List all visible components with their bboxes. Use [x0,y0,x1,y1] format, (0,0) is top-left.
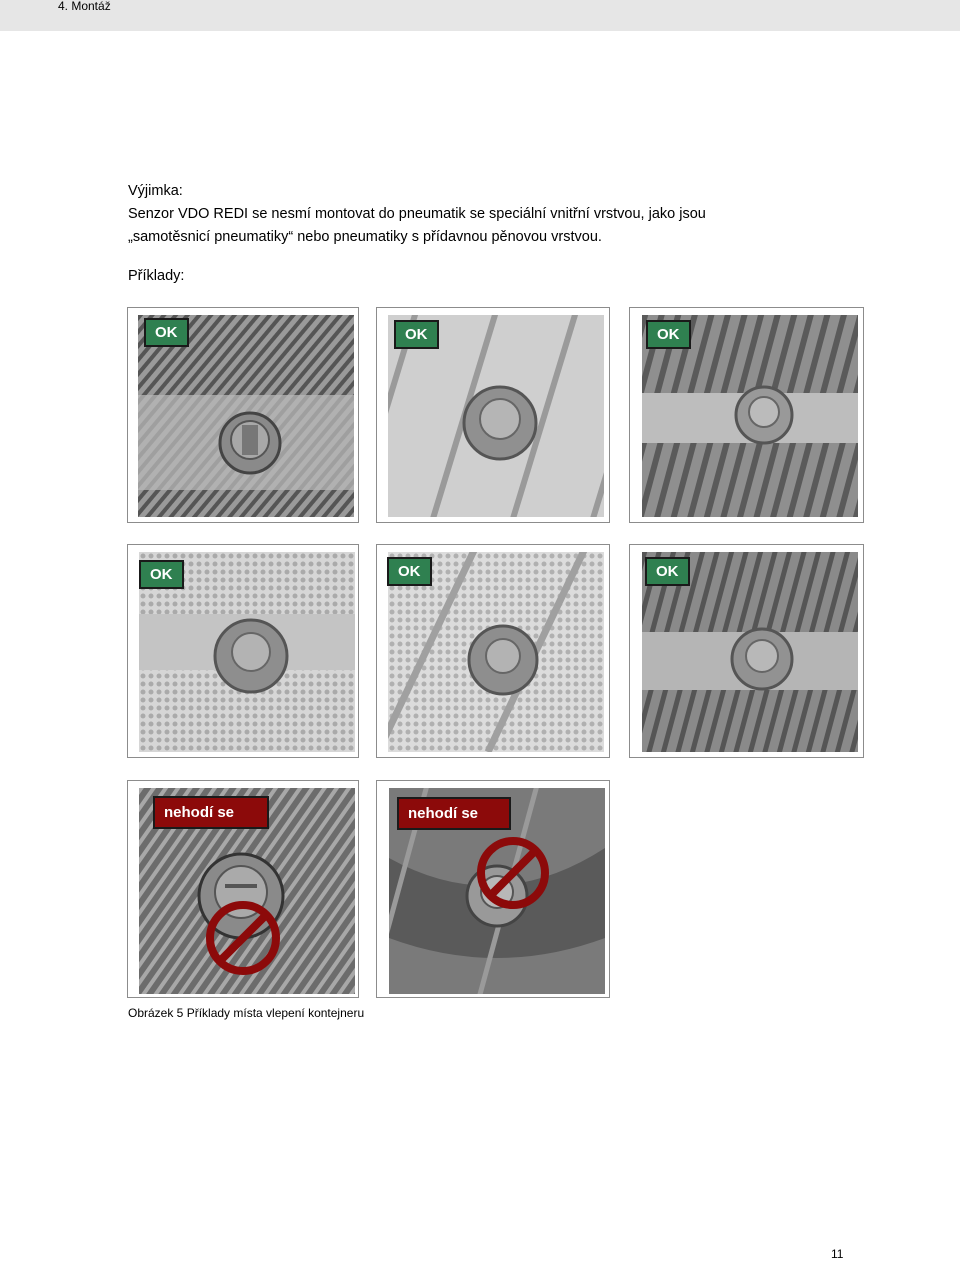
status-tag-not-suitable: nehodí se [153,796,269,829]
status-tag-ok: OK [387,557,432,586]
status-tag-ok: OK [139,560,184,589]
status-tag-ok: OK [646,320,691,349]
example-figure-7 [127,780,359,998]
page-number: 11 [831,1247,844,1261]
status-tag-ok: OK [144,318,189,347]
sensor-container-icon [736,387,792,443]
sensor-container-icon [220,413,280,473]
exception-line-2: „samotěsnicí pneumatiky“ nebo pneumatiky s přídavnou pěnovou vrstvou. [128,229,602,245]
example-figure-4 [127,544,359,758]
exception-title: Výjimka: [128,183,183,199]
example-figure-8 [376,780,610,998]
example-figure-3 [629,307,864,523]
sensor-container-icon [469,626,537,694]
header-bar [0,0,960,31]
figure-caption: Obrázek 5 Příklady místa vlepení kontejneru [128,1006,365,1020]
sensor-container-icon [464,387,536,459]
section-label: 4. Montáž [58,0,111,13]
examples-label: Příklady: [128,268,185,284]
status-tag-ok: OK [645,557,690,586]
example-figure-1 [127,307,359,523]
status-tag-not-suitable: nehodí se [397,797,511,830]
status-tag-ok: OK [394,320,439,349]
example-figure-5 [376,544,610,758]
example-figure-6 [629,544,864,758]
example-figure-2 [376,307,610,523]
sensor-container-icon [215,620,287,692]
sensor-container-icon [732,629,792,689]
exception-line-1: Senzor VDO REDI se nesmí montovat do pneumatik se speciální vnitřní vrstvou, jako jsou [128,206,706,222]
